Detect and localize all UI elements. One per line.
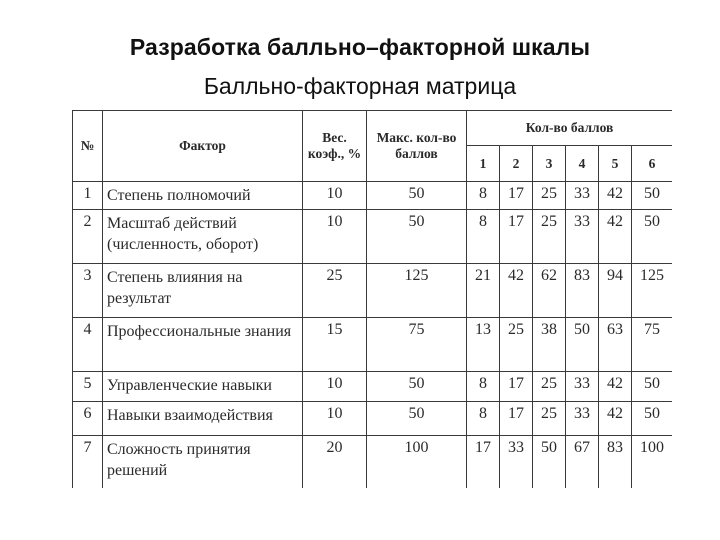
header-level: 4 [566, 146, 599, 182]
row-num: 6 [73, 402, 103, 436]
header-level: 6 [632, 146, 673, 182]
row-num: 3 [73, 264, 103, 318]
row-max: 100 [367, 436, 467, 489]
row-points: 62 [533, 264, 566, 318]
row-points: 8 [467, 402, 500, 436]
table-row [73, 182, 673, 210]
row-points: 50 [533, 436, 566, 489]
row-factor: Степень полномочий [103, 182, 303, 210]
row-points: 25 [533, 402, 566, 436]
row-points: 8 [467, 182, 500, 210]
row-points: 42 [599, 210, 632, 264]
row-factor: Управленческие навыки [103, 372, 303, 402]
row-points: 50 [632, 372, 673, 402]
header-level: 3 [533, 146, 566, 182]
row-weight: 10 [303, 402, 367, 436]
row-weight: 10 [303, 372, 367, 402]
matrix-table-container [72, 110, 672, 488]
row-points: 25 [533, 182, 566, 210]
row-points: 67 [566, 436, 599, 489]
header-num: № [73, 111, 103, 182]
table-row [73, 264, 673, 318]
row-points: 33 [566, 210, 599, 264]
header-level: 1 [467, 146, 500, 182]
row-num: 2 [73, 210, 103, 264]
row-points: 50 [632, 182, 673, 210]
row-points: 50 [632, 210, 673, 264]
header-points: Кол-во баллов [467, 111, 673, 146]
header-factor: Фактор [103, 111, 303, 182]
row-points: 17 [500, 182, 533, 210]
row-points: 33 [566, 372, 599, 402]
table-row [73, 210, 673, 264]
header-max: Макс. кол-во баллов [367, 111, 467, 182]
row-weight: 25 [303, 264, 367, 318]
header-level: 5 [599, 146, 632, 182]
row-points: 33 [500, 436, 533, 489]
slide-subtitle: Балльно-факторная матрица [203, 73, 517, 99]
factor-matrix-table [72, 110, 672, 488]
row-points: 8 [467, 372, 500, 402]
row-factor: Степень влияния на результат [103, 264, 303, 318]
row-points: 25 [500, 318, 533, 372]
row-factor: Профессиональные знания [103, 318, 303, 372]
row-num: 4 [73, 318, 103, 372]
row-points: 17 [467, 436, 500, 489]
row-points: 38 [533, 318, 566, 372]
row-factor: Сложность принятия решений [103, 436, 303, 489]
row-max: 50 [367, 402, 467, 436]
row-weight: 10 [303, 210, 367, 264]
row-points: 50 [632, 402, 673, 436]
row-max: 75 [367, 318, 467, 372]
row-num: 1 [73, 182, 103, 210]
row-max: 125 [367, 264, 467, 318]
row-weight: 15 [303, 318, 367, 372]
row-points: 63 [599, 318, 632, 372]
table-row [73, 318, 673, 372]
slide-title: Разработка балльно–факторной шкалы [129, 34, 591, 60]
row-max: 50 [367, 182, 467, 210]
row-points: 100 [632, 436, 673, 489]
row-points: 33 [566, 182, 599, 210]
header-level: 2 [500, 146, 533, 182]
row-points: 42 [599, 402, 632, 436]
row-points: 42 [599, 372, 632, 402]
row-points: 25 [533, 372, 566, 402]
table-row [73, 402, 673, 436]
table-row [73, 372, 673, 402]
row-points: 21 [467, 264, 500, 318]
row-points: 83 [566, 264, 599, 318]
row-points: 17 [500, 210, 533, 264]
row-points: 94 [599, 264, 632, 318]
row-points: 33 [566, 402, 599, 436]
row-points: 50 [566, 318, 599, 372]
row-points: 13 [467, 318, 500, 372]
row-points: 8 [467, 210, 500, 264]
row-points: 42 [500, 264, 533, 318]
row-factor: Навыки взаимодействия [103, 402, 303, 436]
row-points: 25 [533, 210, 566, 264]
row-points: 42 [599, 182, 632, 210]
row-num: 7 [73, 436, 103, 489]
row-num: 5 [73, 372, 103, 402]
row-max: 50 [367, 210, 467, 264]
row-weight: 10 [303, 182, 367, 210]
row-weight: 20 [303, 436, 367, 489]
row-factor: Масштаб действий (численность, оборот) [103, 210, 303, 264]
row-points: 83 [599, 436, 632, 489]
row-points: 17 [500, 372, 533, 402]
row-points: 75 [632, 318, 673, 372]
table-row [73, 436, 673, 489]
row-points: 17 [500, 402, 533, 436]
row-max: 50 [367, 372, 467, 402]
header-weight: Вес. коэф., % [303, 111, 367, 182]
row-points: 125 [632, 264, 673, 318]
